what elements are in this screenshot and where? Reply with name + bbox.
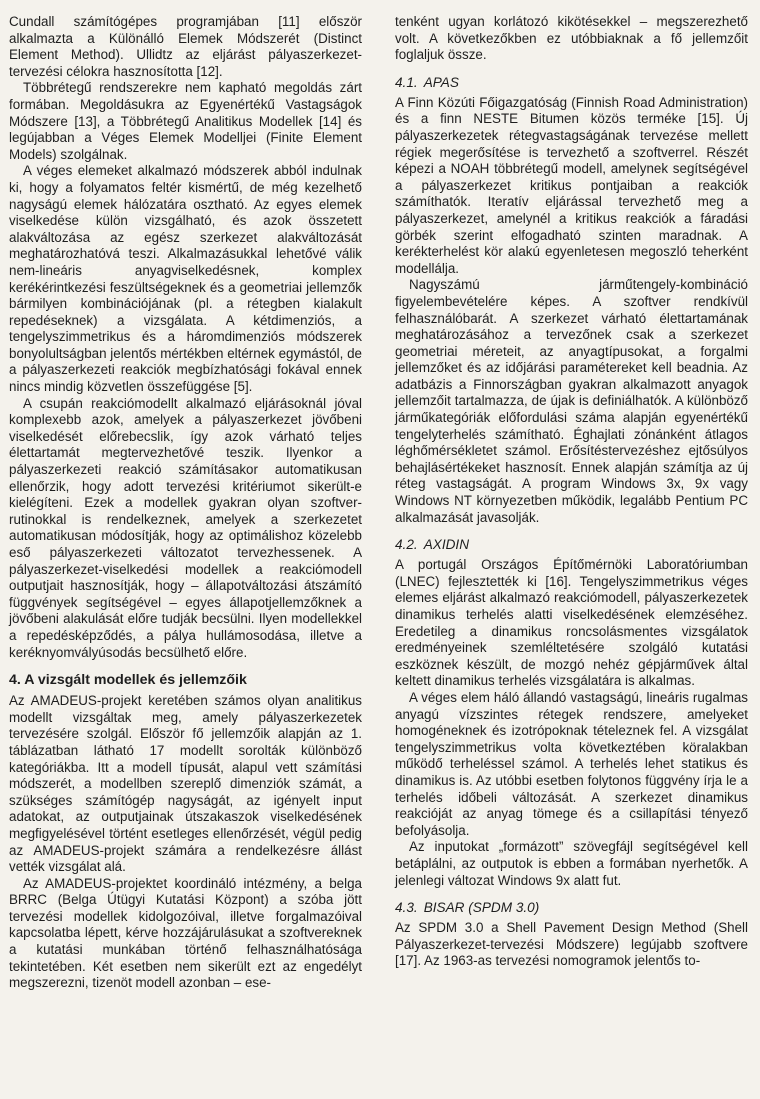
paragraph: A portugál Országos Építőmérnöki Laboratóriumban (LNEC) fejlesztették ki [16]. Tengelyszimmetrikus véges elemes eljárást alkalmazó reakciómodell, pályaszerkezetek dinamikus terhelés alatti viselkedésének elemzéséhez. Eredetileg a dinamikus roncsolásmentes vizsgálatok eredményeinek szemléltetésére szolgáló kutatási eszköznek készült, de mozgó nehéz gépjárművek által keltett dinamikus terhelés vizsgálatára is alkalmas. <box>395 557 748 689</box>
subsection-heading <box>395 899 748 917</box>
section-heading: 4. A vizsgált modellek és jellemzőik <box>9 672 247 689</box>
subsection <box>395 536 748 889</box>
subsection <box>395 899 748 970</box>
subsection-number: 4.2. <box>395 537 418 553</box>
paragraph: Többrétegű rendszerekre nem kapható megoldás zárt formában. Megoldásukra az Egyenértékű Vastagságok Módszere [13], a Többrétegű Analitikus Modellek [14] és legújabban a Véges Elemek Modelljei (Finite Element Models) szolgálnak. <box>9 80 362 162</box>
paragraph: Cundall számítógépes programjában [11] először alkalmazta a Különálló Elemek Módszerét (Distinct Element Method). Ullidtz az eljárást pályaszerkezet-tervezési célokra hasznosította [12]. <box>9 14 362 79</box>
paragraph: A véges elemeket alkalmazó módszerek abból indulnak ki, hogy a folyamatos feltér kismértű, de még kezelhető nagyságú elemek hálózatára osztható. Az egyes elemek viselkedése külön vizsgálható, és azok összetett alakváltozása az egész szerkezet alakváltozását meghatározhatóvá teszi. Alkalmazásukkal lehetővé válik nem-lineáris anyagviselkedésnek, komplex kerékérintkezési feszültségeknek és a geometriai jellemzők bármilyen kombinációjának (pl. a rétegben kialakult repedéseknek) a vizsgálata. A kétdimenziós, a tengelyszimmetrikus és a háromdimenziós módszerek bonyolultságban jelentős mértékben eltérnek egymástól, de a pályaszerkezeti reakciók megbízhatósági fokával ennek nincs mindig közvetlen összefüggése [5]. <box>9 163 362 395</box>
subsection-heading <box>395 74 748 92</box>
paragraph: A véges elem háló állandó vastagságú, lineáris rugalmas anyagú vízszintes rétegek rendszere, amelyeket homogéneknek és izotrópoknak tételeznek fel. A vizsgálat tengelyszimmetrikus volta következtében köralakban működő terheléssel számol. A terhelés lehet statikus és dinamikus is. Az utóbbi esetben folytonos függvény írja le a terhelés időbeli változását. A szerkezet dinamikus reakcióját az anyag tömege és a csillapítási tényező befolyásolja. <box>395 689 748 838</box>
paragraph: A csupán reakciómodellt alkalmazó eljárásoknál jóval komplexebb azok, amelyek a pályaszerkezet jövőbeni viselkedését előrebecslik, így azok várható teljes élettartamát megtervezhetővé teszik. Ilyenkor a pályaszerkezeti reakció számításakor automatikusan ellenőrzik, hogy adott tervezési kritériumot sikerült-e kielégíteni. Ezek a modellek gyakran olyan szoftver-rutinokkal is rendelkeznek, amelyek a szerkezetet automatikusan módosítják, hogy az optimálishoz közelebb eső pályaszerkezeti változatot tervezhessenek. A pályaszerkezet-viselkedési modellek a reakciómodell outputjait hasznosítják, hogy – állapotváltozási átszámító függvények segítségével – egyes állapotjellemzőknek a jövőbeni alakulását előre tudják becsülni. Ilyen modellekkel a repedésképződés, a pálya hullámosodása, illetve a keréknyomvályúsodás becsülhető előre. <box>9 395 362 660</box>
paragraph: Az AMADEUS-projektet koordináló intézmény, a belga BRRC (Belga Útügyi Kutatási Központ) a szóba jött tervezési modellek kidolgozóival, illetve forgalmazóival kapcsolatba lépett, kérve hozzájárulásukat a szoftvereknek a kutatási munkában történő felhasználhatósága tekintetében. Két esetben nem sikerült ezt az engedélyt megszerezni, tizenöt modell azonban – ese- <box>9 875 362 991</box>
paragraph: Nagyszámú járműtengely-kombináció figyelembevételére képes. A szoftver rendkívül felhasználóbarát. A szerkezet várható élettartamának meghatározásához a tervezőnek csak a szerkezet geometriai méreteit, az anyagtípusokat, a forgalmi jellemzőket és az időjárási paramétereket kell beadnia. Az adatbázis a Finnországban gyakran alkalmazott anyagok jellemzőit tartalmazza, de újak is definiálhatók. A különböző járműkategóriák előfordulási száma alapján egyenértékű tengelyterhelés számítható. Éghajlati zónánként átlagos léghőmérsékletet számol. Erősítéstervezéshez ejtősúlyos behajlásértékeket hasznosít. Ennek alapján számítja az új réteg vastagságát. A program Windows 3x, 9x vagy Windows NT környezetben működik, legalább Pentium PC alkalmazását javasolják. <box>395 277 748 525</box>
subsection-number: 4.3. <box>395 900 418 916</box>
intro-paragraphs <box>9 14 362 661</box>
paragraph: Az SPDM 3.0 a Shell Pavement Design Method (Shell Pályaszerkezet-tervezési Módszere) legújabb szoftvere [17]. Az 1963-as tervezési nomogramok jelentős to- <box>395 920 748 969</box>
subsection-heading <box>395 536 748 554</box>
right-column <box>395 14 748 1099</box>
left-column <box>9 14 362 1099</box>
lead-paragraph: tenként ugyan korlátozó kikötésekkel – megszerezhető volt. A következőkben ez utóbbiaknak a fő jellemzőit foglaljuk össze. <box>395 14 748 63</box>
paragraph: Az inputokat „formázott” szövegfájl segítségével kell betáplálni, az outputok is ebben a formában nyerhetők. A jelenlegi változat Windows 9x alatt fut. <box>395 839 748 888</box>
paragraph: A Finn Közúti Főigazgatóság (Finnish Road Administration) és a finn NESTE Bitumen közös terméke [15]. Új pályaszerkezetek rétegvastagságának tervezése mellett régiek megerősítése is tervezhető a szoftverrel. Részét képezi a NOAH többrétegű modell, amelynek segítségével a pályaszerkezet kritikus pontjaiban a reakciók számíthatók. Iteratív eljárással tervezhető meg a pályaszerkezet, amelynél a kritikus reakciók a fáradási görbék szerint elfogadható szinten maradnak. A kerékterhelést kör alakú egyenletesen megoszló teherként modellálja. <box>395 94 748 276</box>
subsection-number: 4.1. <box>395 74 418 90</box>
subsections <box>395 74 748 970</box>
section-paragraphs <box>9 693 362 992</box>
subsection <box>395 74 748 526</box>
subsection-title: APAS <box>423 74 459 90</box>
subsection-title: BISAR (SPDM 3.0) <box>423 900 540 916</box>
paragraph: Az AMADEUS-projekt keretében számos olyan analitikus modellt vizsgáltak meg, amely pályaszerkezetek tervezésére szolgál. Először fő jellemzőik alapján az 1. táblázatban látható 17 modellt sorolták különböző kategóriákba. Itt a modell típusát, alapul vett számítási módszerét, a modellben szereplő dimenziók számát, a szükséges számítógép nagyságát, az igényelt input adatokat, az outputjainak útszakaszok viselkedésének megfigyelésével történt esetleges ellenőrzését, végül pedig az AMADEUS-projekt számára a rendelkezésre állást vették vizsgálat alá. <box>9 693 362 875</box>
subsection-title: AXIDIN <box>423 537 470 553</box>
